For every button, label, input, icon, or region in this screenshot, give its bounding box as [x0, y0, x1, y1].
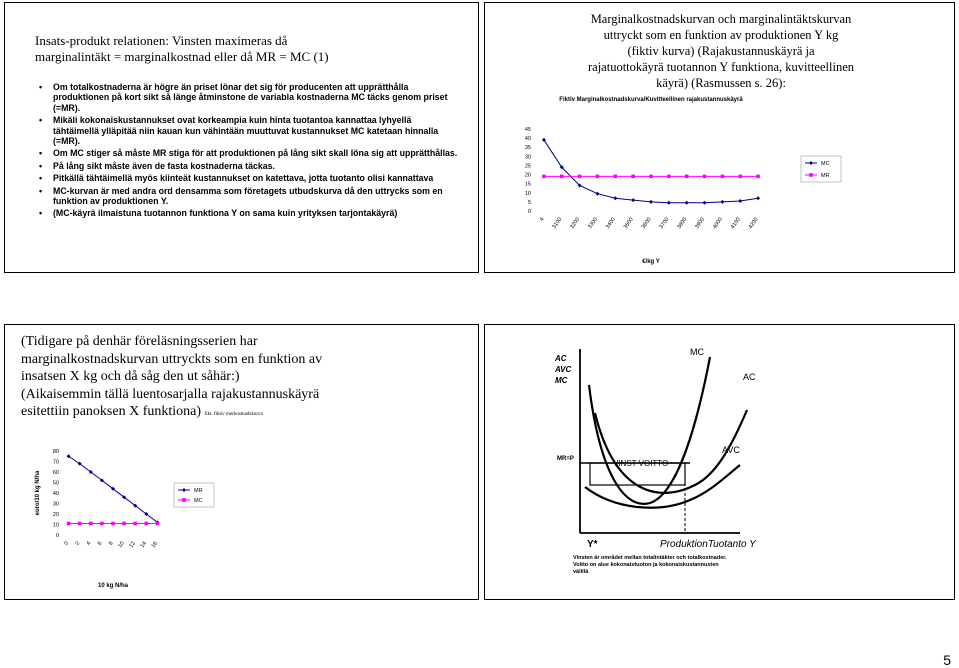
x-tick-label: 3200 — [569, 216, 582, 231]
legend-label: MC — [194, 498, 203, 504]
data-point — [649, 175, 653, 179]
data-point — [685, 175, 689, 179]
y-tick-label: 10 — [524, 190, 531, 197]
slide-3-small-note: fikt. fiktiv merkostnadskurva — [204, 412, 263, 417]
x-tick-label: 3800 — [676, 216, 689, 231]
slide-2-title-line: Marginalkostnadskurvan och marginalintäktskurvan — [590, 12, 852, 26]
data-point — [756, 175, 760, 179]
input-marginal-chart — [33, 443, 253, 593]
x-tick-label: 16 — [150, 540, 160, 550]
x-axis-label — [660, 539, 757, 550]
legend-label: MR — [194, 488, 203, 494]
data-point — [720, 200, 724, 204]
avc-curve — [585, 465, 740, 508]
x-tick-label: 3600 — [640, 216, 653, 231]
y-axis-label-avc: AVC — [555, 365, 572, 374]
data-point — [703, 175, 707, 179]
legend-label: MC — [821, 161, 830, 167]
slide-3-text-line: insatsen X kg och då såg den ut såhär:) — [21, 369, 240, 384]
slide-2-title-line: (fiktiv kurva) (Rajakustannuskäyrä ja — [627, 44, 815, 58]
ac-label: AC — [743, 372, 756, 382]
data-point — [595, 192, 599, 196]
slide-3-text-last: esitettiin panoksen X funktiona) — [21, 404, 202, 419]
bullet-item: • På lång sikt måste även de fasta kostnaderna täckas. — [39, 161, 459, 171]
data-point — [685, 201, 689, 205]
y-tick-label: 25 — [524, 163, 531, 170]
legend-marker — [182, 498, 186, 502]
slide-3-text — [21, 333, 471, 424]
x-tick-label: 3700 — [658, 216, 671, 231]
data-point — [122, 522, 126, 526]
slide-1-title-line-2: marginalintäkt = marginalkostnad eller då MR = MC (1) — [35, 49, 329, 64]
data-point — [133, 522, 137, 526]
x-tick-label: 4100 — [729, 216, 742, 231]
mc-label: MC — [690, 347, 704, 357]
data-point — [667, 175, 671, 179]
data-point — [738, 199, 742, 203]
slide-1-title — [35, 33, 455, 65]
slide-1 — [4, 2, 479, 273]
data-point — [145, 522, 149, 526]
note-line: Voitto on alue kokonaistuoton ja kokonaiskustannusten — [573, 562, 719, 568]
data-point — [578, 175, 582, 179]
x-tick-label: 14 — [139, 540, 148, 550]
mc-curve — [589, 357, 710, 504]
slide-3-text-line: marginalkostnadskurvan uttryckts som en funktion av — [21, 351, 323, 367]
slide-1-title-line-1: Insats-produkt relationen: Vinsten maximeras då — [35, 33, 288, 48]
x-tick-label: 12 — [128, 540, 137, 550]
y-tick-label: 20 — [524, 172, 531, 179]
legend-marker — [182, 488, 186, 492]
x-tick-label: 8 — [107, 540, 115, 547]
y-tick-label: 0 — [527, 209, 531, 215]
series-line-mc — [544, 140, 758, 203]
data-point — [667, 201, 671, 205]
x-axis-label-sv: Produktion — [660, 539, 708, 550]
note-line: Vinsten är området mellan totalintäkter och totalkostnader. — [573, 555, 727, 561]
bullet-item: • (MC-käyrä ilmaistuna tuotannon funktiona Y on sama kuin yrityksen tarjontakäyrä) — [39, 208, 459, 218]
y-tick-label: 80 — [52, 449, 59, 455]
slide-2 — [484, 2, 955, 273]
data-point — [67, 522, 71, 526]
note-line: välillä — [573, 569, 589, 575]
y-tick-label: 10 — [52, 522, 59, 529]
x-tick-label: 10 — [117, 540, 126, 550]
y-tick-label: 45 — [524, 127, 531, 133]
slide-3-text-line — [21, 403, 471, 424]
y-axis-label-mc: MC — [555, 376, 568, 385]
data-point — [78, 522, 82, 526]
x-tick-label: 3500 — [622, 216, 635, 231]
bullet-item: • Mikäli kokonaiskustannukset ovat korkeampia kuin hinta tuotantoa kannattaa lyhyellä tähtäimellä ylläpitää niin kauan kun vähintään muuttuvat kustannukset MC katetaan hinnalla (=MR). — [39, 115, 459, 146]
x-axis-label: €/kg Y — [642, 259, 660, 265]
data-point — [756, 196, 760, 200]
data-point — [89, 522, 93, 526]
mr-label: MR=P — [557, 456, 574, 462]
y-tick-label: 5 — [527, 199, 531, 206]
slide-1-bullet-list — [39, 82, 459, 221]
x-axis-label: 10 kg N/ha — [97, 583, 129, 589]
y-tick-label: 35 — [524, 145, 531, 152]
y-star-label: Y* — [587, 539, 598, 550]
avc-label: AVC — [722, 445, 740, 455]
y-tick-label: 40 — [524, 136, 531, 143]
profit-label: VINST VOITTO — [613, 459, 669, 468]
data-point — [156, 522, 160, 526]
y-tick-label: 0 — [55, 533, 59, 539]
x-tick-label: 0 — [63, 540, 71, 547]
x-tick-label: 3100 — [551, 216, 564, 231]
data-point — [738, 175, 742, 179]
y-axis-label: euro/10 kg N/ha — [35, 470, 41, 516]
data-point — [613, 196, 617, 200]
x-tick-label: 3900 — [694, 216, 707, 231]
page-number: 5 — [943, 652, 951, 668]
slide-2-title-line: rajatuottokäyrä tuotannon Y funktiona, kuvitteellinen — [587, 60, 854, 74]
x-tick-label: 3400 — [605, 216, 617, 231]
x-tick-label: 4 — [538, 216, 546, 223]
slide-3-text-line: (Tidigare på denhär föreläsningsserien har — [21, 334, 258, 349]
y-tick-label: 20 — [52, 512, 59, 518]
slide-4-note — [573, 555, 793, 576]
y-tick-label: 70 — [52, 459, 59, 466]
x-tick-label: 4200 — [747, 216, 760, 231]
x-axis-var: Y — [749, 539, 756, 550]
data-point — [596, 175, 600, 179]
y-tick-label: 30 — [524, 154, 531, 161]
x-tick-label: 3300 — [587, 216, 600, 231]
data-point — [631, 198, 635, 202]
bullet-item: • MC-kurvan är med andra ord densamma som företagets utbudskurva då den uttrycks som en funktion av produktionen Y. — [39, 186, 459, 207]
data-point — [649, 200, 653, 204]
bullet-item: • Pitkällä tähtäimellä myös kiinteät kustannukset on katettava, jotta tuotanto olisi kannattava — [39, 173, 459, 183]
x-tick-label: 2 — [74, 540, 82, 547]
y-axis-label-ac: AC — [555, 354, 567, 363]
slide-2-title — [491, 11, 951, 91]
data-point — [721, 175, 725, 179]
x-tick-label: 4 — [85, 540, 93, 547]
data-point — [703, 201, 707, 205]
data-point — [100, 522, 104, 526]
bullet-item: • Om totalkostnaderna är högre än priset lönar det sig för producenten att upprätthålla produktionen på kort sikt så länge åtminstone de variabla kostnaderna MC täcks genom priset (=MR). — [39, 82, 459, 113]
x-tick-label: 4000 — [712, 216, 725, 231]
data-point — [614, 175, 618, 179]
chart-title: Fiktiv Marginalkostnadskurva/Kuvitteellinen rajakustannuskäyrä — [559, 97, 743, 103]
legend-marker — [809, 161, 813, 165]
data-point — [111, 522, 115, 526]
data-point — [560, 175, 564, 179]
slide-2-title-line: uttryckt som en funktion av produktionen Y kg — [603, 28, 839, 42]
slide-4 — [484, 324, 955, 600]
slide-3-text-line: (Aikaisemmin tällä luentosarjalla rajakustannuskäyrä — [21, 386, 320, 402]
x-tick-label: 6 — [96, 540, 104, 547]
y-tick-label: 30 — [52, 501, 59, 508]
slide-2-title-line: käyrä) (Rasmussen s. 26): — [656, 76, 786, 90]
data-point — [631, 175, 635, 179]
x-axis-label-fi: Tuotanto — [707, 539, 747, 550]
data-point — [542, 175, 546, 179]
y-tick-label: 15 — [524, 181, 531, 188]
bullet-item: • Om MC stiger så måste MR stiga för att produktionen på lång sikt skall löna sig att upprätthållas. — [39, 148, 459, 158]
slide-3 — [4, 324, 479, 600]
y-tick-label: 50 — [52, 480, 59, 487]
legend-label: MR — [821, 173, 830, 179]
y-tick-label: 40 — [52, 491, 59, 497]
marginal-cost-chart — [515, 91, 935, 271]
y-tick-label: 60 — [52, 470, 59, 476]
legend-marker — [809, 173, 813, 177]
